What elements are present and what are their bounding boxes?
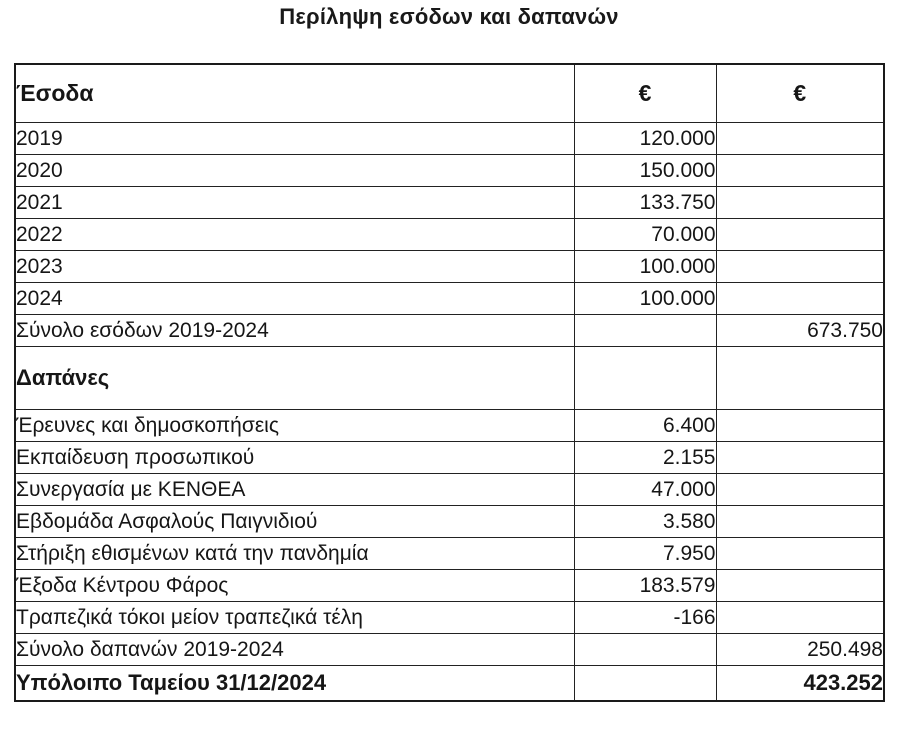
row-amount-col1: 47.000 — [574, 474, 716, 506]
row-amount-col1: 183.579 — [574, 570, 716, 602]
row-label: 2023 — [15, 251, 574, 283]
table-header-row — [15, 64, 884, 123]
row-amount-col2 — [716, 474, 884, 506]
row-label: 2022 — [15, 219, 574, 251]
page-title: Περίληψη εσόδων και δαπανών — [279, 4, 619, 29]
row-amount-col2 — [716, 251, 884, 283]
row-label: Εκπαίδευση προσωπικού — [15, 442, 574, 474]
table-row — [15, 251, 884, 283]
row-label: 2020 — [15, 155, 574, 187]
table-row — [15, 442, 884, 474]
row-amount-col1: 150.000 — [574, 155, 716, 187]
row-amount-col2 — [716, 123, 884, 155]
row-amount-col2 — [716, 155, 884, 187]
row-label: 2024 — [15, 283, 574, 315]
table-row-total-expenses — [15, 634, 884, 666]
header-label: Έσοδα — [15, 64, 574, 123]
row-amount-col1 — [574, 666, 716, 702]
table-row — [15, 219, 884, 251]
row-amount-col2: 423.252 — [716, 666, 884, 702]
table-row — [15, 506, 884, 538]
table-row — [15, 474, 884, 506]
header-currency-col1: € — [574, 64, 716, 123]
row-label: Υπόλοιπο Ταμείου 31/12/2024 — [15, 666, 574, 702]
table-row — [15, 155, 884, 187]
table-row — [15, 410, 884, 442]
row-amount-col1: 133.750 — [574, 187, 716, 219]
table-row — [15, 602, 884, 634]
row-amount-col1 — [574, 315, 716, 347]
row-amount-col2: 250.498 — [716, 634, 884, 666]
row-amount-col1 — [574, 347, 716, 410]
row-amount-col1: 2.155 — [574, 442, 716, 474]
row-amount-col1 — [574, 634, 716, 666]
header-currency-col2: € — [716, 64, 884, 123]
row-label: Σύνολο δαπανών 2019-2024 — [15, 634, 574, 666]
income-expense-table — [14, 63, 885, 702]
table-row — [15, 123, 884, 155]
row-amount-col1: -166 — [574, 602, 716, 634]
row-label: Συνεργασία με ΚΕΝΘΕΑ — [15, 474, 574, 506]
table-section-row-expenses — [15, 347, 884, 410]
row-label: Σύνολο εσόδων 2019-2024 — [15, 315, 574, 347]
row-label: Τραπεζικά τόκοι μείον τραπεζικά τέλη — [15, 602, 574, 634]
row-amount-col1: 3.580 — [574, 506, 716, 538]
row-amount-col1: 7.950 — [574, 538, 716, 570]
row-amount-col2: 673.750 — [716, 315, 884, 347]
row-amount-col2 — [716, 602, 884, 634]
row-label: Στήριξη εθισμένων κατά την πανδημία — [15, 538, 574, 570]
row-label: Έρευνες και δημοσκοπήσεις — [15, 410, 574, 442]
table-row — [15, 283, 884, 315]
row-amount-col1: 6.400 — [574, 410, 716, 442]
row-amount-col2 — [716, 219, 884, 251]
row-amount-col2 — [716, 410, 884, 442]
table-row — [15, 187, 884, 219]
row-amount-col1: 100.000 — [574, 251, 716, 283]
row-label: 2021 — [15, 187, 574, 219]
row-amount-col2 — [716, 347, 884, 410]
row-amount-col2 — [716, 187, 884, 219]
row-amount-col2 — [716, 442, 884, 474]
row-amount-col2 — [716, 570, 884, 602]
table-row — [15, 538, 884, 570]
row-amount-col2 — [716, 283, 884, 315]
row-amount-col1: 70.000 — [574, 219, 716, 251]
row-label: 2019 — [15, 123, 574, 155]
table-row-balance — [15, 666, 884, 702]
row-amount-col2 — [716, 506, 884, 538]
section-label: Δαπάνες — [15, 347, 574, 410]
row-label: Εβδομάδα Ασφαλούς Παιγνιδιού — [15, 506, 574, 538]
table-row — [15, 570, 884, 602]
row-amount-col2 — [716, 538, 884, 570]
row-amount-col1: 120.000 — [574, 123, 716, 155]
row-amount-col1: 100.000 — [574, 283, 716, 315]
row-label: Έξοδα Κέντρου Φάρος — [15, 570, 574, 602]
table-row-total-income — [15, 315, 884, 347]
